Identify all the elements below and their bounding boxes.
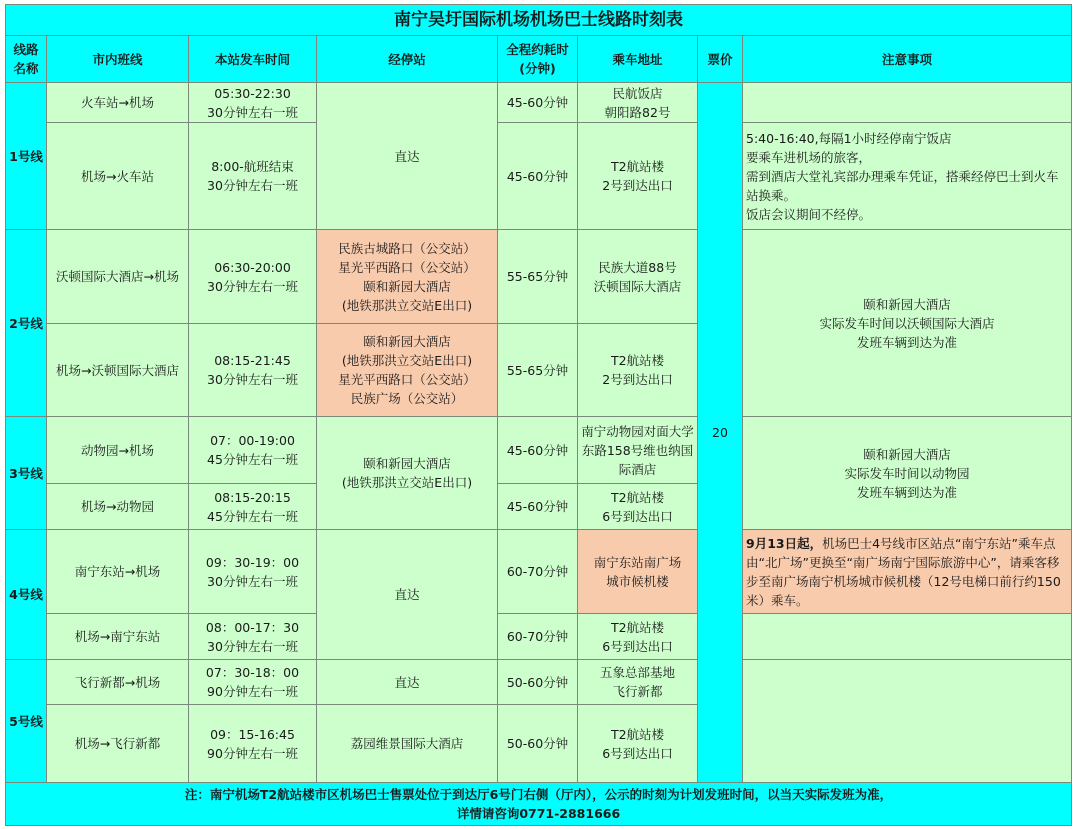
boarding-address: T2航站楼 6号到达出口 bbox=[578, 484, 698, 530]
stops: 颐和新园大酒店 (地铁那洪立交站E出口) bbox=[317, 417, 498, 530]
boarding-address: T2航站楼 6号到达出口 bbox=[578, 705, 698, 783]
departure-time: 08：00-17：30 30分钟左右一班 bbox=[189, 614, 317, 660]
departure-time: 8:00-航班结束 30分钟左右一班 bbox=[189, 123, 317, 230]
stops: 直达 bbox=[317, 660, 498, 705]
boarding-address: 南宁东站南广场 城市候机楼 bbox=[578, 530, 698, 614]
notes: 颐和新园大酒店 实际发车时间以动物园 发班车辆到达为准 bbox=[743, 417, 1072, 530]
notes-text: 机场巴士4号线市区站点“南宁东站”乘车点由“北广场”更换至“南广场南宁国际旅游中心”，请乘客移步至南广场南宁机场城市候机楼（12号电梯口前行约150米）乘车。 bbox=[746, 535, 1061, 608]
route: 机场→火车站 bbox=[47, 123, 189, 230]
bus-timetable bbox=[5, 4, 1072, 826]
duration: 45-60分钟 bbox=[498, 417, 578, 484]
header-route: 市内班线 bbox=[47, 36, 189, 83]
table-row bbox=[6, 230, 1072, 324]
notes bbox=[743, 530, 1072, 614]
route: 火车站→机场 bbox=[47, 83, 189, 123]
route: 机场→动物园 bbox=[47, 484, 189, 530]
header-row bbox=[6, 36, 1072, 83]
stops: 直达 bbox=[317, 83, 498, 230]
departure-time: 07：30-18：00 90分钟左右一班 bbox=[189, 660, 317, 705]
ticket-price: 20 bbox=[698, 83, 743, 783]
notes bbox=[743, 660, 1072, 783]
notes: 颐和新园大酒店 实际发车时间以沃顿国际大酒店 发班车辆到达为准 bbox=[743, 230, 1072, 417]
table-row bbox=[6, 660, 1072, 705]
departure-time: 09：30-19：00 30分钟左右一班 bbox=[189, 530, 317, 614]
boarding-address: 民族大道88号 沃顿国际大酒店 bbox=[578, 230, 698, 324]
boarding-address: 南宁动物园对面大学东路158号维也纳国际酒店 bbox=[578, 417, 698, 484]
line-name: 5号线 bbox=[6, 660, 47, 783]
duration: 50-60分钟 bbox=[498, 705, 578, 783]
route: 动物园→机场 bbox=[47, 417, 189, 484]
duration: 45-60分钟 bbox=[498, 83, 578, 123]
header-address: 乘车地址 bbox=[578, 36, 698, 83]
departure-time: 06:30-20:00 30分钟左右一班 bbox=[189, 230, 317, 324]
route: 机场→飞行新都 bbox=[47, 705, 189, 783]
stops: 颐和新园大酒店 (地铁那洪立交站E出口) 星光平西路口（公交站） 民族广场（公交站） bbox=[317, 324, 498, 417]
duration: 55-65分钟 bbox=[498, 324, 578, 417]
header-stops: 经停站 bbox=[317, 36, 498, 83]
table-row bbox=[6, 83, 1072, 123]
duration: 60-70分钟 bbox=[498, 614, 578, 660]
stops: 直达 bbox=[317, 530, 498, 660]
boarding-address: 民航饭店 朝阳路82号 bbox=[578, 83, 698, 123]
boarding-address: T2航站楼 6号到达出口 bbox=[578, 614, 698, 660]
line-name: 2号线 bbox=[6, 230, 47, 417]
departure-time: 08:15-21:45 30分钟左右一班 bbox=[189, 324, 317, 417]
duration: 45-60分钟 bbox=[498, 123, 578, 230]
stops: 民族古城路口（公交站） 星光平西路口（公交站） 颐和新园大酒店 (地铁那洪立交站E出口) bbox=[317, 230, 498, 324]
header-duration: 全程约耗时 (分钟) bbox=[498, 36, 578, 83]
table-row bbox=[6, 417, 1072, 484]
route: 沃顿国际大酒店→机场 bbox=[47, 230, 189, 324]
route: 机场→南宁东站 bbox=[47, 614, 189, 660]
line-name: 3号线 bbox=[6, 417, 47, 530]
notes: 5:40-16:40,每隔1小时经停南宁饭店 要乘车进机场的旅客， 需到酒店大堂礼宾部办理乘车凭证，搭乘经停巴士到火车站换乘。 饭店会议期间不经停。 bbox=[743, 123, 1072, 230]
departure-time: 05:30-22:30 30分钟左右一班 bbox=[189, 83, 317, 123]
line-name: 4号线 bbox=[6, 530, 47, 660]
table-row bbox=[6, 123, 1072, 230]
boarding-address: T2航站楼 2号到达出口 bbox=[578, 324, 698, 417]
boarding-address: T2航站楼 2号到达出口 bbox=[578, 123, 698, 230]
notes bbox=[743, 614, 1072, 660]
footer-note: 注：南宁机场T2航站楼市区机场巴士售票处位于到达厅6号门右侧（厅内），公示的时刻为计划发班时间，以当天实际发班为准， 详情请咨询0771-2881666 bbox=[6, 783, 1072, 826]
header-price: 票价 bbox=[698, 36, 743, 83]
stops: 荔园维景国际大酒店 bbox=[317, 705, 498, 783]
duration: 50-60分钟 bbox=[498, 660, 578, 705]
departure-time: 08:15-20:15 45分钟左右一班 bbox=[189, 484, 317, 530]
header-line-name: 线路 名称 bbox=[6, 36, 47, 83]
header-notes: 注意事项 bbox=[743, 36, 1072, 83]
boarding-address: 五象总部基地 飞行新都 bbox=[578, 660, 698, 705]
route: 飞行新都→机场 bbox=[47, 660, 189, 705]
header-time: 本站发车时间 bbox=[189, 36, 317, 83]
duration: 60-70分钟 bbox=[498, 530, 578, 614]
table-row bbox=[6, 530, 1072, 614]
line-name: 1号线 bbox=[6, 83, 47, 230]
notes-date: 9月13日起， bbox=[746, 535, 823, 551]
notes bbox=[743, 83, 1072, 123]
page-title: 南宁吴圩国际机场机场巴士线路时刻表 bbox=[6, 5, 1072, 36]
departure-time: 07：00-19:00 45分钟左右一班 bbox=[189, 417, 317, 484]
route: 机场→沃顿国际大酒店 bbox=[47, 324, 189, 417]
duration: 55-65分钟 bbox=[498, 230, 578, 324]
departure-time: 09：15-16:45 90分钟左右一班 bbox=[189, 705, 317, 783]
table-row bbox=[6, 614, 1072, 660]
duration: 45-60分钟 bbox=[498, 484, 578, 530]
route: 南宁东站→机场 bbox=[47, 530, 189, 614]
